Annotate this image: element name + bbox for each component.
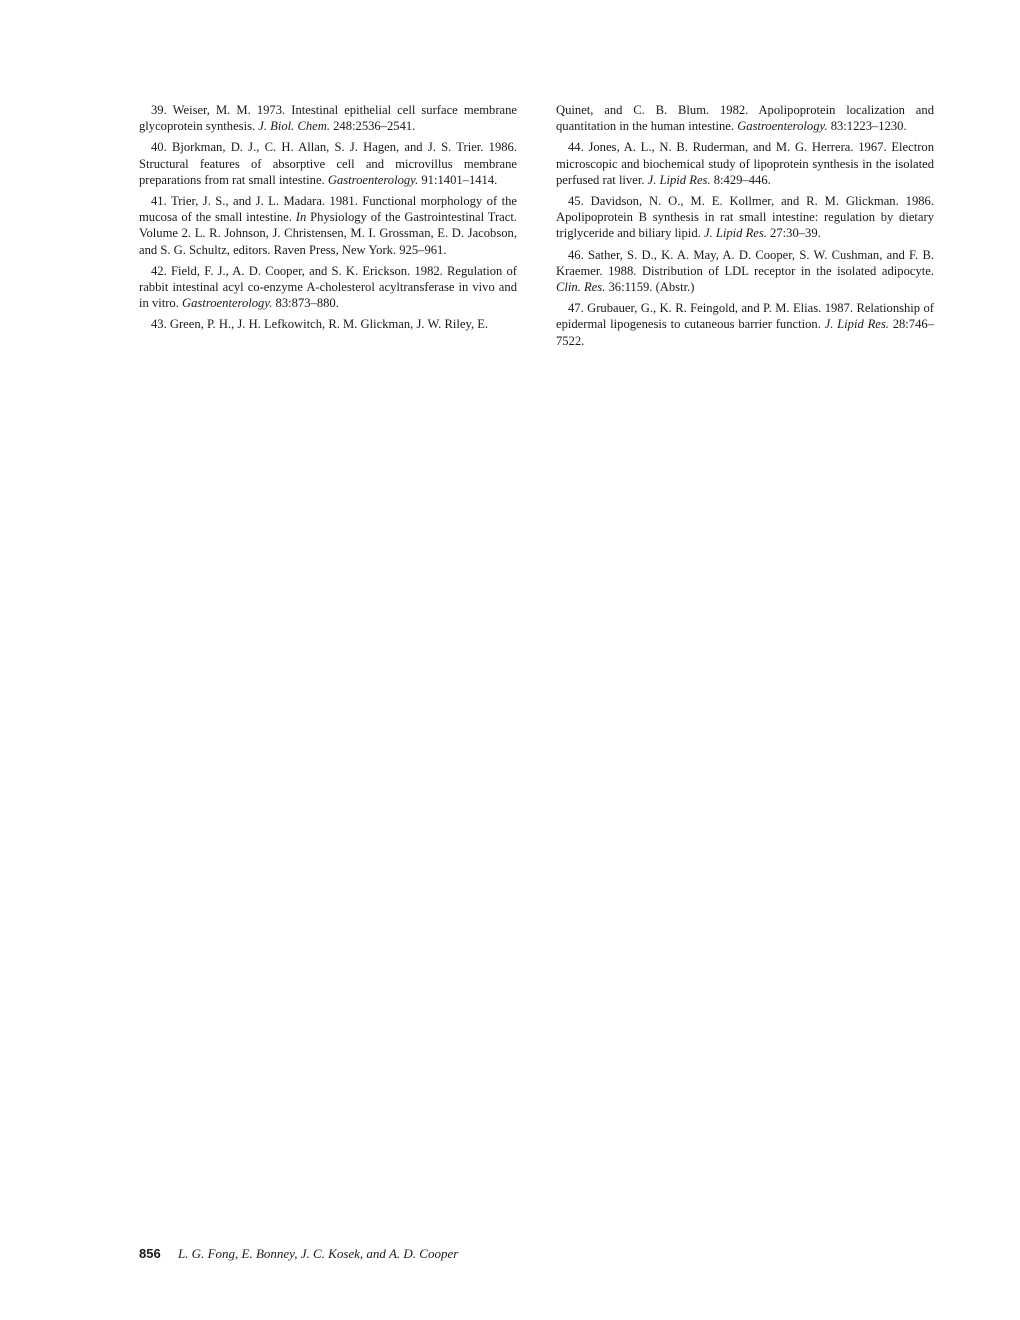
reference-43: 43. Green, P. H., J. H. Lefkowitch, R. M. Glickman, J. W. Riley, E. bbox=[151, 317, 489, 332]
reference-42: 42. Field, F. J., A. D. Cooper, and S. K. Erickson. 1982. Regulation of rabbit intestinal acyl co-enzyme A-cholesterol acyltransferase in vivo and in vitro. Gastroenterology. 83:873–880. bbox=[139, 263, 517, 311]
running-footer-authors: L. G. Fong, E. Bonney, J. C. Kosek, and A. D. Cooper bbox=[177, 1246, 459, 1261]
reference-41: 41. Trier, J. S., and J. L. Madara. 1981. Functional morphology of the mucosa of the small intestine. In Physiology of the Gastrointestinal Tract. Volume 2. L. R. Johnson, J. Christensen, M. I. Grossman, E. D. Jacobson, and S. G. Schultz, editors. Raven Press, New York. 925–961. bbox=[139, 194, 517, 257]
page-footer bbox=[139, 1246, 458, 1262]
reference-39: 39. Weiser, M. M. 1973. Intestinal epithelial cell surface membrane glycoprotein synthesis. J. Biol. Chem. 248:2536–2541. bbox=[139, 103, 517, 134]
reference-column-left bbox=[139, 102, 517, 338]
reference-column-right bbox=[556, 102, 934, 354]
reference-40: 40. Bjorkman, D. J., C. H. Allan, S. J. Hagen, and J. S. Trier. 1986. Structural features of absorptive cell and microvillus membrane preparations from rat small intestine. Gastroenterology. 91:1401–1414. bbox=[139, 140, 517, 187]
reference-47: 47. Grubauer, G., K. R. Feingold, and P. M. Elias. 1987. Relationship of epidermal lipogenesis to cutaneous barrier function. J. Lipid Res. 28:746–7522. bbox=[556, 301, 934, 348]
reference-44: 44. Jones, A. L., N. B. Ruderman, and M. G. Herrera. 1967. Electron microscopic and biochemical study of lipoprotein synthesis in the isolated perfused rat liver. J. Lipid Res. 8:429–446. bbox=[556, 140, 934, 187]
page-number: 856 bbox=[139, 1246, 161, 1261]
reference-43-continued: Quinet, and C. B. Blum. 1982. Apolipoprotein localization and quantitation in the human intestine. Gastroenterology. 83:1223–1230. bbox=[556, 103, 934, 134]
reference-46: 46. Sather, S. D., K. A. May, A. D. Cooper, S. W. Cushman, and F. B. Kraemer. 1988. Distribution of LDL receptor in the isolated adipocyte. Clin. Res. 36:1159. (Abstr.) bbox=[556, 247, 934, 295]
reference-45: 45. Davidson, N. O., M. E. Kollmer, and R. M. Glickman. 1986. Apolipoprotein B synthesis in rat small intestine: regulation by dietary triglyceride and biliary lipid. J. Lipid Res. 27:30–39. bbox=[556, 194, 934, 241]
